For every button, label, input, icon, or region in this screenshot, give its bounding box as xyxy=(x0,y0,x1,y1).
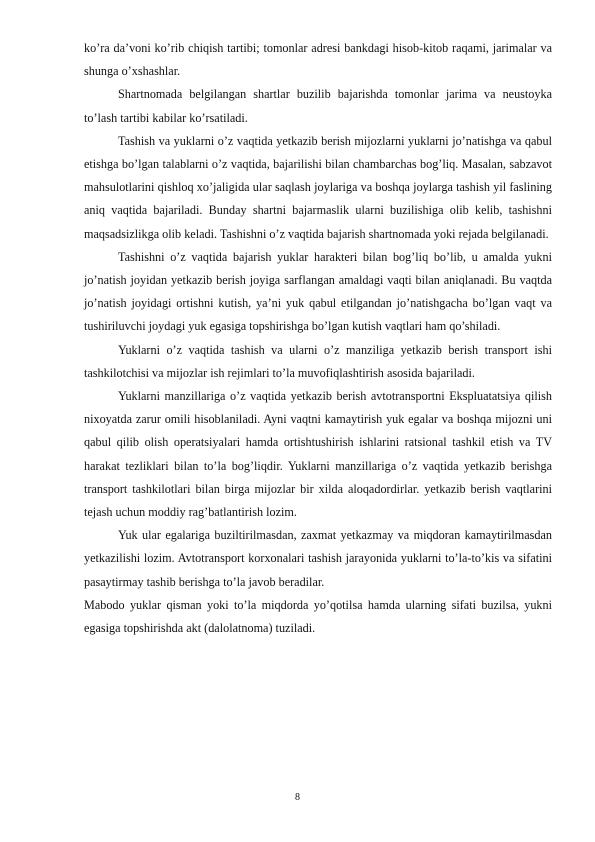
paragraph-coordination: Yuklarni o’z vaqtida tashish va ularni o’z manziliga yetkazib berish transport ishi tashkilotchisi va mijozlar ish rejimlari to’la muvofiqlashtirish asosida bajariladi. xyxy=(84,342,552,380)
body-text xyxy=(84,37,552,640)
paragraph-timely-delivery: Tashish va yuklarni o’z vaqtida yetkazib berish mijozlarni yuklarni jo’natishga va qabul etishga bo’lgan talablarni o’z vaqtida, bajarilishi bilan chambarchas bog’liq. Masalan, sabzavot mahsulotlarini qishloq xo’jaligida ular saqlash joylariga va boshqa joylarga tashish yil faslining aniq vaqtida bajariladi. Bunday shartni bajarmaslik ularni buzilishiga olib kelib, tashishni maqsadsizlikga olib keladi. Tashishni o’z vaqtida bajarish shartnomada yoki rejada belgilanadi. xyxy=(84,133,552,241)
paragraph-contract-terms-continued: ko’ra da’voni ko’rib chiqish tartibi; tomonlar adresi bankdagi hisob-kitob raqami, jarimalar va shunga o’xshashlar. xyxy=(84,41,552,79)
paragraph-cargo-integrity: Yuk ular egalariga buziltirilmasdan, zaxmat yetkazmay va miqdoran kamaytirilmasdan yetkazilishi lozim. Avtotransport korxonalari tashish jarayonida yuklarni to’la-to’kis va sifatini pasaytirmay tashib berishga to’la javob beradilar. xyxy=(84,528,552,589)
paragraph-operation-factors: Yuklarni manzillariga o’z vaqtida yetkazib berish avtotransportni Ekspluatatsiya qilish nixoyatda zarur omili hisoblaniladi. Ayni vaqtni kamaytirish yuk egalar va boshqa mijozni uni qabul qilib olish operatsiyalari hamda ortishtushirish ishlarini ratsional tashkil etish va TV harakat tezliklari bilan to’la bog’liqdir. Yuklarni manzillariga o’z vaqtida yetkazib berishga transport tashkilotlari bilan birga mijozlar bir xilda aloqadordirlar. yetkazib berish vaqtlarini tejash uchun moddiy rag’batlantirish lozim. xyxy=(84,389,552,520)
paragraph-loss-act: Mabodo yuklar qisman yoki to’la miqdorda yo’qotilsa hamda ularning sifati buzilsa, yukni egasiga topshirishda akt (dalolatnoma) tuziladi. xyxy=(84,597,552,636)
paragraph-delivery-time: Tashishni o’z vaqtida bajarish yuklar harakteri bilan bog’liq bo’lib, u amalda yukni jo’natish joyidan yetkazib berish joyiga sarflangan amaldagi vaqti bilan aniqlanadi. Bu vaqtda jo’natish joyidagi ortishni kutish, ya’ni yuk qabul etilgandan jo’natishgacha bo’lgan vaqt va tushiriluvchi joydagi yuk egasiga topshirishga bo’lgan kutish vaqtlari ham qo’shiladi. xyxy=(84,249,552,334)
paragraph-penalties: Shartnomada belgilangan shartlar buzilib bajarishda tomonlar jarima va neustoyka to’lash tartibi kabilar ko’rsatiladi. xyxy=(84,87,552,125)
page-number: 8 xyxy=(295,792,300,803)
